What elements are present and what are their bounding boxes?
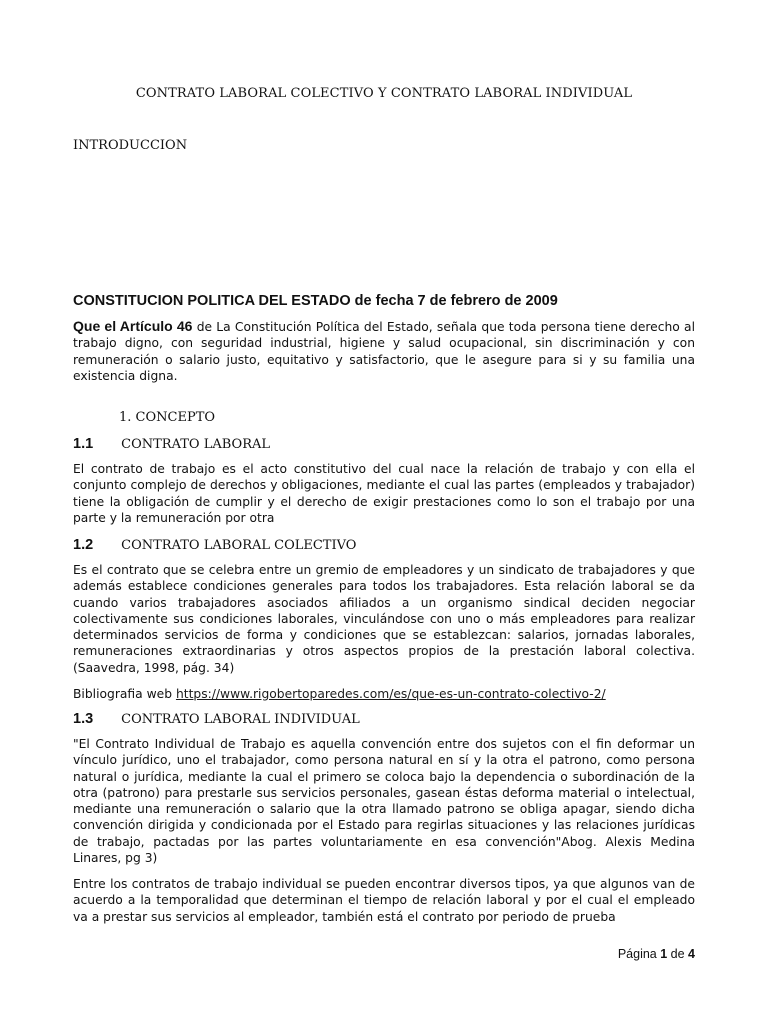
section-title: CONTRATO LABORAL COLECTIVO <box>121 538 357 553</box>
section-number: 1.3 <box>73 711 94 727</box>
page-number-footer <box>618 947 695 961</box>
concept-heading <box>119 410 215 425</box>
bibliography-label: Bibliografia web <box>73 687 176 701</box>
section-number: 1.1 <box>73 436 94 452</box>
bibliography-line <box>73 686 695 702</box>
section-heading-1-1 <box>73 436 270 452</box>
article-paragraph <box>73 318 695 384</box>
concept-label: CONCEPTO <box>135 410 216 425</box>
article-bold-lead: Que el Artículo 46 <box>73 318 193 334</box>
page-total: 4 <box>688 947 695 961</box>
section-heading-1-3 <box>73 711 360 727</box>
concept-number: 1. <box>119 410 132 425</box>
section-heading-1-2 <box>73 537 356 553</box>
bibliography-link[interactable]: https://www.rigobertoparedes.com/es/que-es-un-contrato-colectivo-2/ <box>175 687 606 701</box>
section-number: 1.2 <box>73 537 94 553</box>
section-1-2-paragraph: Es el contrato que se celebra entre un gremio de empleadores y un sindicato de trabajadores y que además establece condiciones generales para todos los trabajadores. Esta relación laboral se da cuando varios trabajadores asociados afiliados a un organismo sindical deciden negociar colectivamente sus condiciones laborales, vinculándose con uno o más empleadores para realizar determinados servicios de forma y condiciones que se establezcan: salarios, jornadas laborales, remuneraciones extraordinarias y otros aspectos propios de la prestación laboral colectiva. (Saavedra, 1998, pág. 34) <box>73 563 695 675</box>
page-current: 1 <box>660 947 668 961</box>
section-1-3-paragraph: "El Contrato Individual de Trabajo es aquella convención entre dos sujetos con el fin deformar un vínculo jurídico, uno el trabajador, como persona natural en sí y la otra el patrono, como persona natural o jurídica, mediante la cual el primero se coloca bajo la dependencia o subordinación de la otra (patrono) para prestarle sus servicios personales, gasean éstas deforma material o intelectual, mediante una remuneración o salario que la otra llamado patrono se obliga apagar, siendo dicha convención dirigida y condicionada por el Estado para regirlas situaciones y las relaciones jurídicas de trabajo, pactadas por las partes voluntariamente en esa convención"Abog. Alexis Medina Linares, pg 3) <box>73 737 695 866</box>
article-text: de La Constitución Política del Estado, señala que toda persona tiene derecho al trabajo digno, con seguridad industrial, higiene y salud ocupacional, sin discriminación y con remuneración o salario justo, equitativo y satisfactorio, que le asegure para si y su familia una existencia digna. <box>73 320 695 383</box>
constitution-heading: CONSTITUCION POLITICA DEL ESTADO de fecha 7 de febrero de 2009 <box>73 293 558 309</box>
page-separator: de <box>667 947 689 961</box>
section-title: CONTRATO LABORAL <box>121 437 270 452</box>
section-1-1-paragraph: El contrato de trabajo es el acto constitutivo del cual nace la relación de trabajo y con ella el conjunto complejo de derechos y obligaciones, mediante el cual las partes (empleados y trabajador) tiene la obligación de cumplir y el derecho de exigir prestaciones como lo son el trabajo por una parte y la remuneración por otra <box>73 462 695 525</box>
introduction-heading: INTRODUCCION <box>73 138 188 153</box>
section-title: CONTRATO LABORAL INDIVIDUAL <box>121 712 360 727</box>
page-word: Página <box>617 947 661 961</box>
section-1-3-paragraph-2: Entre los contratos de trabajo individual se pueden encontrar diversos tipos, ya que algunos van de acuerdo a la temporalidad que determinan el tiempo de relación laboral y por el cual el empleado va a prestar sus servicios al empleador, también está el contrato por periodo de prueba <box>73 877 695 924</box>
document-title: CONTRATO LABORAL COLECTIVO Y CONTRATO LABORAL INDIVIDUAL <box>135 86 633 101</box>
